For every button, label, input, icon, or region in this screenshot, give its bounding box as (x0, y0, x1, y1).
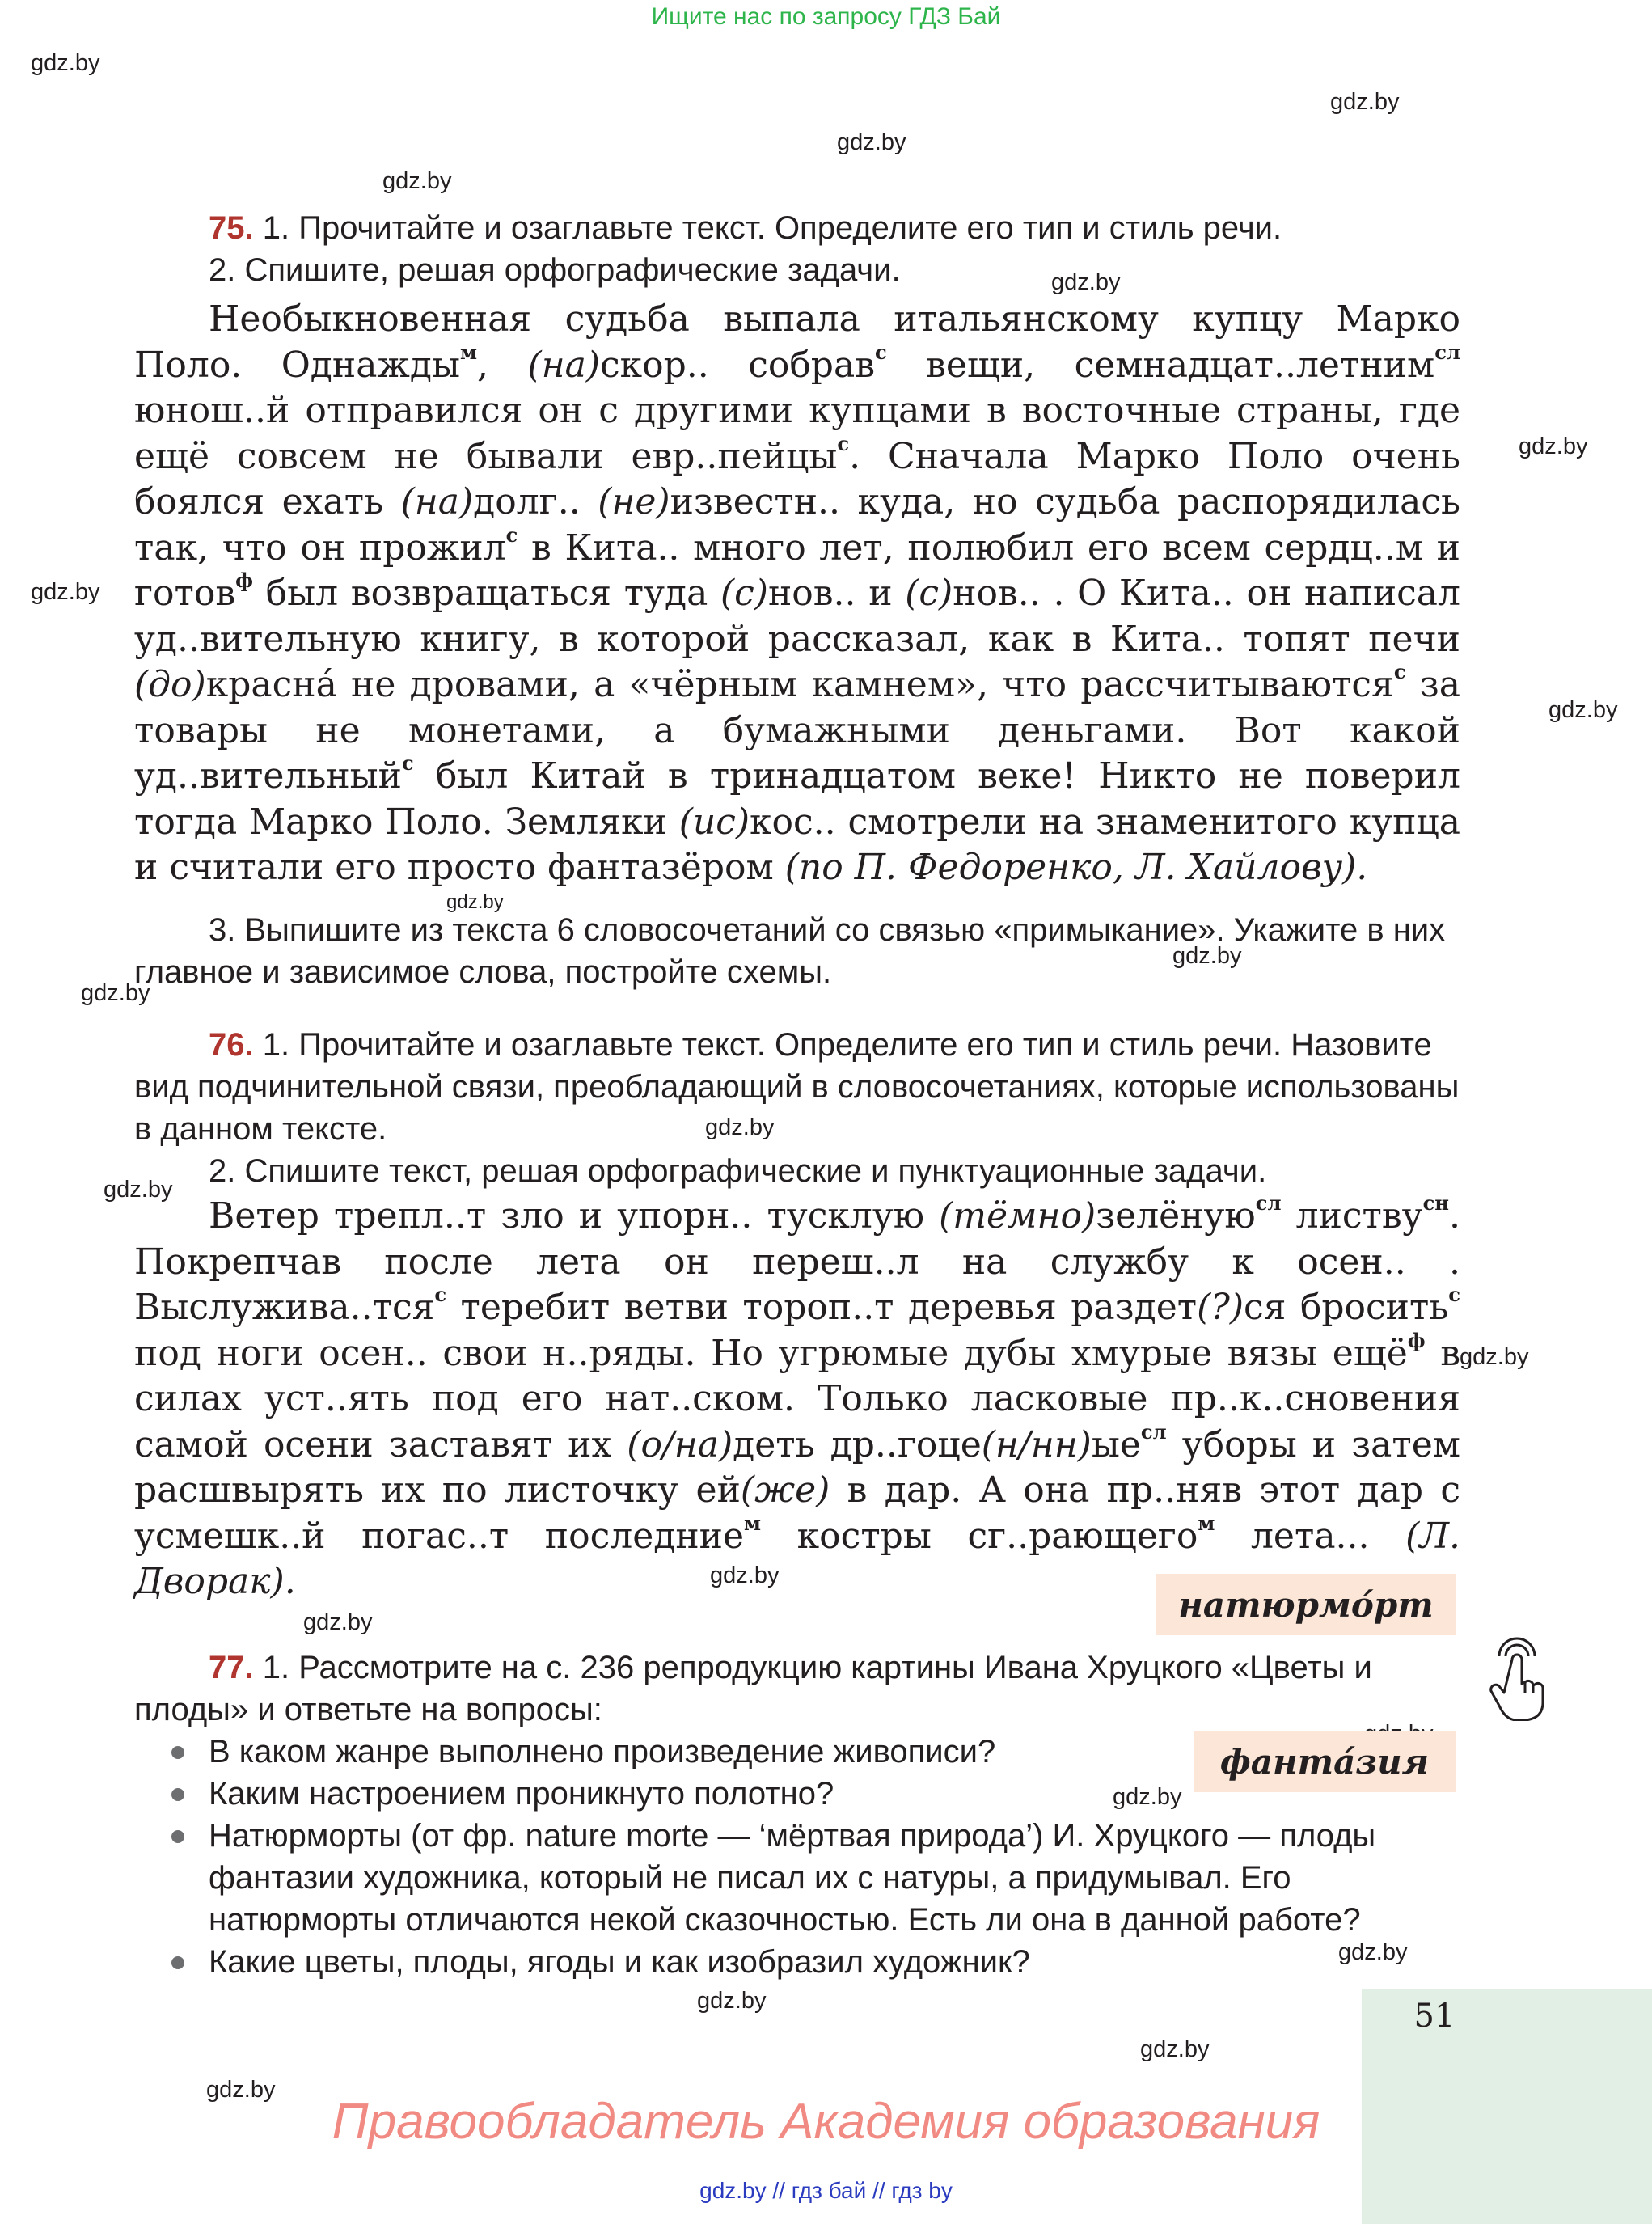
page-number: 51 (1413, 1998, 1456, 2035)
watermark: gdz.by (1338, 1939, 1408, 1965)
task-number: 77. (209, 1650, 254, 1685)
watermark: gdz.by (1140, 2036, 1210, 2062)
task-instruction: 1. Прочитайте и озаглавьте текст. Определите его тип и стиль речи. (253, 210, 1282, 246)
pointing-hand-icon (1485, 1632, 1549, 1721)
watermark: gdz.by (1113, 1784, 1182, 1810)
task-76-instructions (134, 1024, 1460, 1192)
task-instruction: 1. Прочитайте и озаглавьте текст. Определите его тип и стиль речи. Назовите вид подчинительной связи, преобладающий в словосочетаниях, которые использованы в данном тексте. (134, 1027, 1460, 1147)
task-instruction: 3. Выпишите из текста 6 словосочетаний со связью «примыкание». Укажите в них главное и зависимое слова, постройте схемы. (134, 912, 1446, 990)
watermark: gdz.by (1172, 943, 1242, 969)
watermark: gdz.by (104, 1177, 173, 1203)
question-item: В каком жанре выполнено произведение живописи? (134, 1731, 1460, 1773)
watermark: gdz.by (206, 2077, 276, 2103)
watermark: gdz.by (710, 1562, 780, 1588)
watermark: gdz.by (1051, 269, 1121, 295)
watermark: gdz.by (382, 168, 452, 194)
task-instruction: 2. Спишите, решая орфографические задачи. (209, 252, 901, 288)
task-75-instructions (134, 207, 1460, 291)
footer-links: gdz.by // гдз бай // гдз by (699, 2178, 953, 2203)
watermark: gdz.by (1330, 89, 1400, 115)
watermark: gdz.by (837, 129, 906, 155)
question-list (134, 1731, 1460, 1983)
exercise-text-75: Необыкновенная судьба выпала итальянскому купцу Марко Поло. Однажды$^м$, (на)скор.. собрав$^с$ вещи, семнадцат..летним$^{сл}$ юнош..й отправился он с другими купцами в восточные страны, где ещё совсем не бывали евр..пейцы$^с$. Сначала Марко Поло очень боялся ехать (на)долг.. (не)известн.. куда, но судьба распорядилась так, что он прожил$^с$ в Кита.. много лет, полюбил его всем сердц..м и готов$^ф$ был возвращаться туда (с)нов.. и (с)нов.. . О Кита.. он написал уд..вительную книгу, в которой рассказал, как в Кита.. топят печи (до)красна́ не дровами, а «чёрным камнем», что рассчитываются$^с$ за товары не монетами, а бумажными деньгами. Вот какой уд..вительный$^с$ был Китай в тринадцатом веке! Никто не поверил тогда Марко Поло. Земляки (ис)кос.. смотрели на знаменитого купца и считали его просто фантазёром (по П. Федоренко, Л. Хайлову). (134, 298, 1460, 888)
watermark: gdz.by (81, 980, 150, 1006)
glossary-word-still-life: натюрмо́рт (1156, 1574, 1456, 1635)
task-instruction: 1. Рассмотрите на с. 236 репродукцию картины Ивана Хруцкого «Цветы и плоды» и ответьте на вопросы: (134, 1650, 1372, 1727)
search-hint-banner: Ищите нас по запросу ГДЗ Бай (651, 3, 1001, 30)
glossary-word-fantasy: фанта́зия (1194, 1731, 1456, 1792)
question-item: Какие цветы, плоды, ягоды и как изобразил художник? (134, 1941, 1460, 1983)
task-number: 75. (209, 210, 254, 246)
watermark: gdz.by (31, 579, 100, 605)
exercise-text-76: Ветер трепл..т зло и упорн.. тусклую (тёмно)зелёную$^{сл}$ листву$^{сн}$. Покрепчав после лета он переш..л на службу к осен.. . Выслужива..тся$^с$ теребит ветви тороп..т деревья раздет(?)ся бросить$^с$ под ноги осен.. свои н..ряды. Но угрюмые дубы хмурые вязы ещё$^ф$ в силах уст..ять под его нат..ском. Только ласковые пр..к..сновения самой осени заставят их (о/на)деть $др..гоце(н/нн)ые^{сл}$ уборы и затем расшвырять их по листочку ей(же) в дар. А она пр..няв этот дар с усмешк..й погас..т последние$^м$ костры сг..рающего$^м$ лета... (Л. Дворак). (134, 1191, 1461, 1602)
watermark: gdz.by (31, 50, 100, 76)
watermark: gdz.by (697, 1988, 767, 2014)
task-instruction: 2. Спишите текст, решая орфографические и пунктуационные задачи. (209, 1153, 1267, 1189)
task-number: 76. (209, 1027, 254, 1063)
question-item: Каким настроением проникнуто полотно? (134, 1773, 1460, 1815)
task-75-question-3 (134, 909, 1460, 993)
watermark: gdz.by (1460, 1344, 1529, 1370)
watermark: gdz.by (1548, 697, 1618, 723)
watermark: gdz.by (1519, 433, 1588, 459)
watermark: gdz.by (705, 1114, 775, 1140)
task-77-instructions (134, 1647, 1460, 1983)
watermark: gdz.by (446, 891, 504, 913)
watermark: gdz.by (303, 1609, 373, 1635)
question-item: Натюрморты (от фр. nature morte — ‘мёртвая природа’) И. Хруцкого — плоды фантазии художника, который не писал их с натуры, а придумывал. Его натюрморты отличаются некой сказочностью. Есть ли она в данной работе? (134, 1815, 1460, 1941)
copyright-notice: Правообладатель Академия образования (332, 2094, 1320, 2150)
